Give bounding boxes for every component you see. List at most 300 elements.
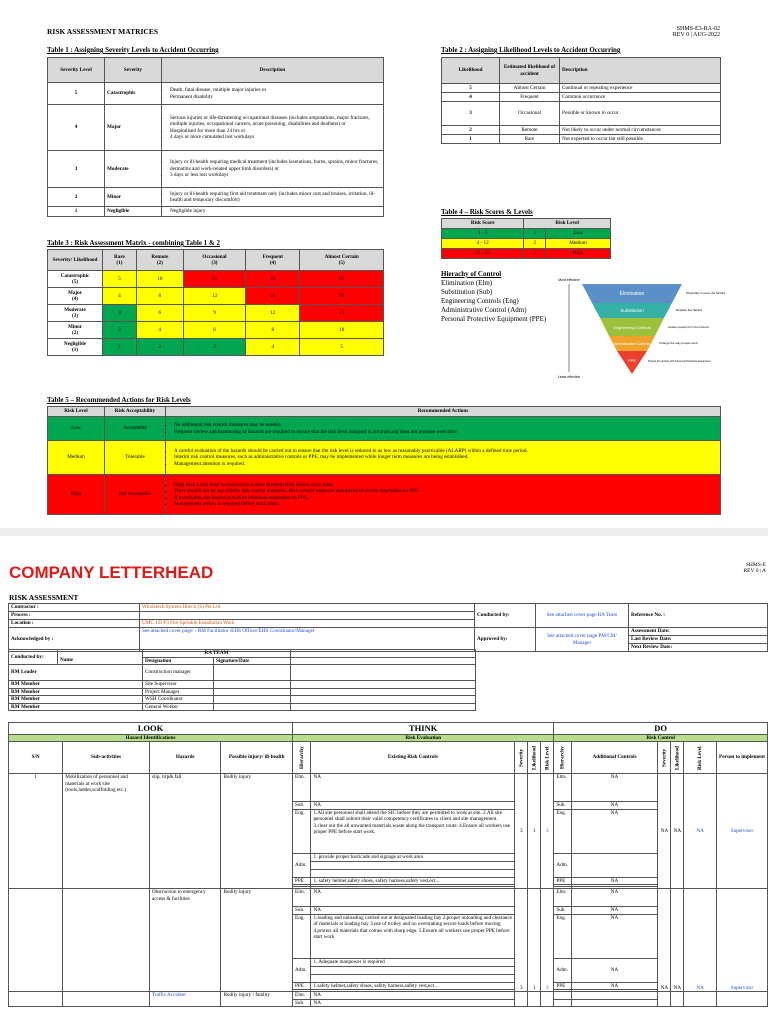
table-row [442,102,721,126]
hazard-identifications-bar: Hazard Identifications [9,734,293,742]
existing-control: 1.All site personnel shall attend the SIC before they are permitted to work at site. 2.All site personnel shall submit their valid competency certificates to client and site management. 3.clear out the all unwanted materials,waste along the transport route. 4.Ensure all workers use proper PPE before start work. [311,809,515,853]
table-row [442,229,611,239]
existing-control: NA [311,907,515,915]
ra-team-heading: RA TEAM [143,650,291,658]
severity-desc [162,83,384,105]
table1-header: Description [162,58,384,83]
action-accept: Not Acceptable [105,475,166,515]
hierarchy-line: Personal Protective Equipment (PPE) [441,315,547,324]
action-item: • A careful evaluation of the hazards should be carried out to ensure that the risk level is reduced to as low as reasonably practicable (ALARP) within a defined time period. [174,448,718,455]
acknowledged-label: Acknowledged by : [9,628,140,652]
action-item: • No additional risk control measures may be needed. [174,422,718,429]
col-header: Existing Risk Controls [311,742,515,774]
row-subactivity [63,889,150,992]
level-num: 2 [524,239,546,249]
severity-value [515,992,528,1007]
row-injury: Bodily injury [221,774,293,889]
action-accept: Acceptable [105,417,166,441]
severity-value: 3 [515,889,528,992]
col-label: Almost Certain [324,253,359,260]
table-row [442,249,611,259]
existing-control: 1.safety helmet,safety shoes, safety harness,safety vest,ect... [311,982,515,990]
score-range: 4 - 12 [442,239,524,249]
existing-control: NA [311,774,515,802]
hier-code: Adm. [293,853,311,877]
hierarchy-line: Administrative Control (Adm) [441,306,527,315]
severity-name: Major [105,105,162,151]
likelihood-name: Almost Certain [500,84,560,93]
pyramid-label: Substitution [620,308,644,313]
col-header: Severity [658,742,671,774]
matrix-col-header [136,250,183,271]
risk-assessment-title: RISK ASSESSMENT [9,593,79,602]
pyramid-label: PPE [627,358,637,363]
hier-code: Elm. [293,992,311,1000]
likelihood-level: 4 [442,93,500,102]
matrix-cell: 4 [246,339,300,356]
matrix-col-header [246,250,300,271]
level-num: 1 [524,229,546,239]
additional-control: NA [571,907,658,915]
table-row [9,992,768,1000]
matrix-cell: 5 [300,339,384,356]
control-blank [311,869,515,877]
col-label: Occasional [202,253,227,260]
matrix-row [48,305,384,322]
team-spacer [291,688,476,696]
row-subactivity [63,992,150,1007]
severity-desc [162,151,384,188]
table-row [9,774,768,802]
team-spacer [58,650,143,658]
additional-control: NA [571,877,658,885]
assessment-date-label: Assessment Date: [629,628,768,636]
risk-level-value [541,992,554,1007]
additional-control: NA [571,982,658,990]
approved-by-label: Approved by: [475,628,536,652]
additional-control [571,853,658,877]
matrix-row-label [48,288,103,305]
col-header: Possible injury/ ill-health [221,742,293,774]
matrix-header-row [48,250,384,271]
col-label: Remote [151,253,169,260]
col-header: Hierarchy [554,742,571,774]
risk-assessment-table [8,722,768,1007]
team-signature [214,688,291,696]
risk-level-value: 3 [541,889,554,992]
severity-name: Minor [105,188,162,207]
acknowledged-value: See attached cover page/ - RM Facilitator /EHS Officer/EHS Coordinator/Manager [140,628,475,652]
row-level: (3) [71,313,79,319]
likelihood-level: 5 [442,84,500,93]
doc-ref-code: SHMS-E3-RA-02 [676,26,720,32]
likelihood-value: 1 [528,774,541,889]
col-label: Frequent [262,253,283,260]
matrix-cell: 3 [103,305,137,322]
row-level: (2) [71,330,79,336]
action-list [166,417,721,441]
hier-code: Sub. [293,999,311,1007]
col-level: (2) [156,260,163,266]
matrix-row-label [48,339,103,356]
table-row [48,207,384,217]
team-spacer [291,696,476,704]
additional-control: NA [571,914,658,958]
additional-control [571,992,658,1000]
hier-code: Adm. [554,853,571,877]
matrix-col-header [103,250,137,271]
section-think: THINK [293,723,554,735]
table-row [48,105,384,151]
severity-name: Catastrophic [105,83,162,105]
col-label: Rare [114,253,125,260]
likelihood-name: Remote [500,126,560,135]
least-effective-label: Least effective [557,375,581,379]
action-level: Low [48,417,105,441]
table-row [9,688,476,696]
hier-code: Adm. [554,958,571,982]
matrix-cell: 2 [136,339,183,356]
control-blank [311,974,515,982]
existing-control: 1. Adequate manpower is required [311,958,515,966]
table-row [442,126,721,135]
table2-header: Estimated likelihood of accident [500,58,560,84]
matrix-col-header [300,250,384,271]
doc-ref-2 [700,562,766,574]
risk-level-value: 3 [541,774,554,889]
existing-control: NA [311,889,515,907]
col-level: (1) [116,260,123,266]
table-row [9,696,476,704]
col-header: Risk Level [541,742,554,774]
likelihood-table [441,57,721,144]
hier-code: Elm. [554,774,571,802]
action-list [166,475,721,515]
table4-header: Risk Score [442,219,524,229]
severity-table [47,57,384,217]
desc-item: • Injury or ill-health requiring first aid treatment only (includes minor cuts and bruises, irritation, ill-health and temporary discomfort) [170,191,381,204]
table-row [442,84,721,93]
table3-caption: Table 3 : Risk Assessment Matrix - combining Table 1 & 2 [47,239,221,247]
hier-code: Adm. [293,958,311,982]
person-to-implement: Supervisor [716,774,767,889]
hier-code: PPE [293,877,311,885]
table-row [9,665,476,681]
matrix-row [48,322,384,339]
hier-code: Eng. [293,914,311,958]
conducted-by-value: See attached cover page RA Team [536,604,629,628]
likelihood-name: Frequent [500,93,560,102]
action-item: • Interim risk control measures, such as administrative controls or PPE, may be implemented while longer term measures are being established. [174,454,718,461]
likelihood-value: 1 [528,889,541,992]
existing-control: NA [311,999,515,1007]
desc-item: • 3 days or less lost workdays [170,172,381,179]
table-row [48,151,384,188]
row-hazard: slip, trip& fall [149,774,221,889]
ra-info-table [8,603,768,652]
hier-code [554,992,571,1000]
likelihood-level: 3 [442,102,500,126]
recommended-actions-table [47,406,721,515]
desc-item: • Death, fatal disease, multiple major injuries or [170,87,381,94]
severity-value: 3 [515,774,528,889]
action-level: High [48,475,105,515]
hierarchy-line: Elimination (Elm) [441,279,493,288]
team-spacer [291,650,476,658]
doc-ref [640,26,720,38]
hier-code [554,999,571,1007]
likelihood2-value: NA [671,774,684,889]
table-row [9,703,476,711]
table5-header: Risk Level [48,407,105,417]
matrix-row [48,271,384,288]
contractor-value: Wholetech System Hitech (S) Pte Ltd [140,604,475,612]
table-row [442,239,611,249]
row-hazard: Traffic Accident [149,992,221,1007]
pyramid-label: Engineering Controls [613,325,651,330]
table-row [48,441,721,475]
table4-header: Risk Level [524,219,611,229]
person-to-implement [716,992,767,1007]
matrix-cell: 12 [246,305,300,322]
team-spacer [291,703,476,711]
severity-desc [162,105,384,151]
matrix-cell: 6 [183,322,245,339]
team-spacer [291,681,476,689]
col-level: (5) [338,260,345,266]
col-header: Likelihood [528,742,541,774]
severity-level: 2 [48,188,105,207]
matrix-cell: 20 [246,271,300,288]
row-label: Major [67,289,83,296]
col-header: Likelihood [671,742,684,774]
next-review-label: Next Review Date: [629,644,768,652]
hier-code: Sub. [293,907,311,915]
matrix-cell: 8 [136,288,183,305]
matrix-cell: 3 [183,339,245,356]
score-range: 1 - 3 [442,229,524,239]
hierarchy-pyramid [557,276,730,382]
doc-ref-code: SHMS-E [745,562,766,568]
col-header: Severity [515,742,528,774]
additional-control: NA [571,802,658,810]
table2-caption: Table 2 : Assigning Likelihood Levels to Accident Occurring [441,46,621,54]
team-designation: General Worker [143,703,214,711]
row-hazard: Obstruction to emergency access & facilities [149,889,221,992]
risk-level2-value [684,992,717,1007]
existing-control: NA [311,802,515,810]
last-review-label: Last Review Date: [629,636,768,644]
desc-item: • Negligible injury [170,208,381,215]
hier-code: PPE [554,877,571,885]
team-designation: Project Manager [143,688,214,696]
row-label: Negligible [63,340,87,347]
team-header: Signature/Date [214,657,291,665]
approved-by-value: See attached cover page PM/CM/ Manager [536,628,629,652]
hierarchy-line: Substitution (Sub) [441,288,493,297]
desc-item: • Hospitalised for more than 24 hrs or [170,128,381,135]
likelihood-name: Occasional [500,102,560,126]
table-row [442,93,721,102]
desc-item: • Injury or ill-health requiring medical treatment (includes lacerations, burns, sprains, minor fractures, dermatitis and work-related upper limb disorders) or [170,159,381,172]
team-conducted-label: Conducted by: [9,650,58,665]
risk-score-table [441,218,611,259]
additional-control [571,999,658,1007]
table-row [48,83,384,105]
row-sn [9,889,63,992]
row-level: (1) [71,347,79,353]
level-name: Low [546,229,611,239]
row-injury: Bodily injury / fatality [221,992,293,1007]
team-designation: WSH Coordinator [143,696,214,704]
row-label: Catastrophic [60,272,90,279]
location-value: UMC 12I P3 Fire Sprinkle Installation Work [140,620,475,628]
doc-ref-rev: REV 0 | AUG-2022 [672,32,720,38]
additional-control: NA [571,958,658,982]
team-designation: Construction manager [143,665,214,681]
severity-name: Moderate [105,151,162,188]
existing-control: 1. provide proper barricade and signage at work area [311,853,515,861]
hierarchy-line: Engineering Controls (Eng) [441,297,519,306]
process-value [140,612,475,620]
desc-item: • 4 days or more cumulated lost workdays [170,134,381,141]
level-name: High [546,249,611,259]
severity2-value [658,992,671,1007]
row-level: (5) [71,279,79,285]
table5-caption: Table 5 – Recommended Actions for Risk Levels [47,396,191,404]
matrix-cell: 5 [103,271,137,288]
matrix-cell: 4 [136,322,183,339]
level-name: Medium [546,239,611,249]
matrix-body [48,271,384,356]
col-header: Additional Controls [571,742,658,774]
likelihood-level: 1 [442,135,500,144]
action-level: Medium [48,441,105,475]
table5-header: Risk Acceptability [105,407,166,417]
pyramid-note: Replace the hazard [676,308,703,312]
matrix-cell: 8 [246,322,300,339]
likelihood-desc: Possible or known to occur [560,102,721,126]
section-look: LOOK [9,723,293,735]
table1-header: Severity [105,58,162,83]
team-spacer [291,665,476,681]
matrix-cell: 25 [300,271,384,288]
pyramid-note: Isolate people from the hazard [668,325,709,329]
risk-control-bar: Risk Control [554,734,768,742]
level-num: 3 [524,249,546,259]
pyramid-note: Physically remove the hazard [686,291,726,295]
col-header: Person to implement [716,742,767,774]
hier-code: PPE [554,982,571,990]
action-item: • Management review is required before work starts. [174,501,718,508]
row-label: Moderate [64,306,86,313]
table-row [442,135,721,144]
matrix-row-label [48,305,103,322]
action-item: • Frequent review and monitoring of hazards are required to ensure that the risk level assigned is accurate and does not increase over time. [174,429,718,436]
team-signature [214,681,291,689]
likelihood-level: 2 [442,126,500,135]
existing-control: 1. safety helmet,safety shoes, safety harness,safety vest,ect... [311,877,515,885]
table4-caption: Table 4 – Risk Scores & Levels [441,208,533,216]
matrix-cell: 10 [136,271,183,288]
matrix-row-label [48,322,103,339]
hier-code: Elm. [554,889,571,907]
likelihood-value [528,992,541,1007]
reference-label: Reference No. : [629,604,768,628]
matrix-cell: 15 [300,305,384,322]
desc-item: • Permanent disability [170,94,381,101]
col-header: S/N [9,742,63,774]
hier-code: Eng. [554,914,571,958]
team-signature [214,696,291,704]
action-item: • High Risk Level must be reduced to at least Medium Risk before work starts. [174,482,718,489]
process-label: Process : [9,612,140,620]
likelihood-desc: Not expected to occur but still possible [560,135,721,144]
control-blank [311,861,515,869]
table-row [9,889,768,907]
control-blank [311,966,515,974]
existing-control: 1.loading and unloading carried out at designated loading bay 2.proper unloading and clearance of materials at loading bay 3.use of trolley and no overstaking secure loads before moving 4.protect all materials that comes with sharp edge. 5.Ensure all workers use proper PPE before start work [311,914,515,958]
row-sn [9,992,63,1007]
action-item: • There should not be any interim risk control measures. Risk control measures should not be overly dependent on PPE. [174,488,718,495]
row-sn: 1 [9,774,63,889]
likelihood-desc: Not likely to occur under normal circumstances [560,126,721,135]
likelihood2-value: NA [671,889,684,992]
hier-code: Sub. [554,907,571,915]
table1-header: Severity Level [48,58,105,83]
matrix-cell: 20 [300,288,384,305]
hier-code: Sub. [554,802,571,810]
table-row [48,475,721,515]
action-list [166,441,721,475]
matrix-cell: 1 [103,339,137,356]
company-letterhead: COMPANY LETTERHEAD [9,563,214,582]
severity-level: 4 [48,105,105,151]
hier-code: PPE [293,982,311,990]
matrix-cell: 16 [246,288,300,305]
hier-code: Eng. [293,809,311,853]
row-label: Minor [67,323,83,330]
team-spacer [291,657,476,665]
severity2-value: NA [658,774,671,889]
location-label: Location : [9,620,140,628]
matrix-cell: 6 [136,305,183,322]
additional-control: NA [571,774,658,802]
likelihood-desc: Common occurrence [560,93,721,102]
likelihood-name: Rare [500,135,560,144]
matrix-col-header [183,250,245,271]
severity2-value: NA [658,889,671,992]
pyramid-note: Change the way people work [659,341,698,345]
col-level: (4) [269,260,276,266]
action-item: • If practicable, the hazard should be eliminate dependent on PPE. [174,495,718,502]
ra-team-table [8,649,476,711]
hierarchy-list [441,270,546,325]
team-signature [214,703,291,711]
team-signature [214,665,291,681]
most-effective-label: Most effective [558,278,580,282]
risk-level2-value: NA [684,774,717,889]
hier-code: Eng. [554,809,571,853]
additional-control: NA [571,809,658,853]
team-role: RM Member [9,681,143,689]
severity-desc [162,207,384,217]
severity-level: 1 [48,207,105,217]
col-header: Hierarchy [293,742,311,774]
matrix-row-label [48,271,103,288]
matrix-row [48,288,384,305]
team-designation: Site Supervisor [143,681,214,689]
